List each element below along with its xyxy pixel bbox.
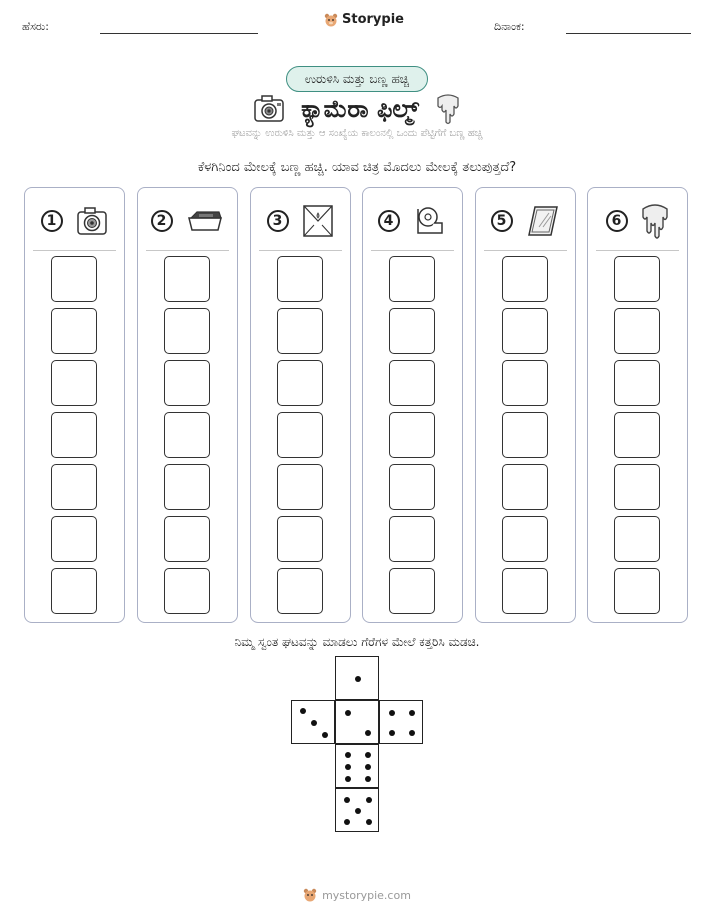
column-header xyxy=(476,200,575,242)
color-cell[interactable] xyxy=(502,256,548,302)
footer xyxy=(0,888,714,902)
dripping-chemical-icon xyxy=(640,201,670,241)
color-cell[interactable] xyxy=(502,516,548,562)
camera-icon xyxy=(253,94,285,124)
die-face xyxy=(291,700,335,744)
die-pip xyxy=(366,819,372,825)
cell-stack xyxy=(389,256,435,620)
color-cell[interactable] xyxy=(389,256,435,302)
column-3 xyxy=(250,187,351,623)
color-cell[interactable] xyxy=(389,516,435,562)
die-pip xyxy=(409,710,415,716)
column-2 xyxy=(137,187,238,623)
color-cell[interactable] xyxy=(502,568,548,614)
color-cell[interactable] xyxy=(614,464,660,510)
die-pip xyxy=(300,708,306,714)
column-header xyxy=(25,200,124,242)
color-cell[interactable] xyxy=(164,256,210,302)
column-header xyxy=(363,200,462,242)
film-roll-icon xyxy=(412,203,448,239)
column-number: 3 xyxy=(267,210,289,232)
die-pip xyxy=(389,730,395,736)
column-header xyxy=(588,200,687,242)
page-title: ಕ್ಯಾಮೆರಾ ಫಿಲ್ಮ್ xyxy=(301,95,419,123)
die-face xyxy=(335,744,379,788)
color-cell[interactable] xyxy=(164,360,210,406)
color-cell[interactable] xyxy=(277,568,323,614)
column-number: 2 xyxy=(151,210,173,232)
die-pip xyxy=(389,710,395,716)
column-number: 5 xyxy=(491,210,513,232)
die-face xyxy=(379,700,423,744)
die-pip xyxy=(409,730,415,736)
die-pip xyxy=(345,764,351,770)
color-cell[interactable] xyxy=(277,464,323,510)
die-pip xyxy=(365,764,371,770)
column-divider xyxy=(596,250,679,251)
color-cell[interactable] xyxy=(389,412,435,458)
column-divider xyxy=(33,250,116,251)
column-header xyxy=(251,200,350,242)
column-6 xyxy=(587,187,688,623)
footer-url: mystorypie.com xyxy=(322,888,411,902)
date-field[interactable] xyxy=(566,33,691,34)
color-cell[interactable] xyxy=(164,516,210,562)
die-face xyxy=(335,700,379,744)
brand-logo xyxy=(324,12,404,27)
die-pip xyxy=(365,730,371,736)
color-cell[interactable] xyxy=(277,308,323,354)
color-cell[interactable] xyxy=(51,360,97,406)
color-cell[interactable] xyxy=(502,308,548,354)
color-cell[interactable] xyxy=(164,464,210,510)
die-pip xyxy=(345,776,351,782)
color-cell[interactable] xyxy=(277,412,323,458)
color-cell[interactable] xyxy=(51,412,97,458)
color-cell[interactable] xyxy=(51,464,97,510)
glass-slide-icon xyxy=(525,203,561,239)
die-pip xyxy=(365,752,371,758)
color-cell[interactable] xyxy=(614,412,660,458)
color-cell[interactable] xyxy=(502,412,548,458)
color-cell[interactable] xyxy=(389,308,435,354)
film-envelope-icon xyxy=(301,203,335,239)
color-cell[interactable] xyxy=(51,568,97,614)
cell-stack xyxy=(277,256,323,620)
date-label: ದಿನಾಂಕ: xyxy=(494,20,525,33)
column-4 xyxy=(362,187,463,623)
color-cell[interactable] xyxy=(614,360,660,406)
bear-icon xyxy=(324,13,338,27)
die-pip xyxy=(344,819,350,825)
color-cell[interactable] xyxy=(614,256,660,302)
color-cell[interactable] xyxy=(502,360,548,406)
developing-tray-icon xyxy=(185,206,225,236)
die-pip xyxy=(344,797,350,803)
name-label: ಹೆಸರು: xyxy=(22,20,49,33)
color-cell[interactable] xyxy=(502,464,548,510)
color-cell[interactable] xyxy=(614,568,660,614)
column-divider xyxy=(484,250,567,251)
column-header xyxy=(138,200,237,242)
column-number: 6 xyxy=(606,210,628,232)
color-cell[interactable] xyxy=(389,360,435,406)
color-cell[interactable] xyxy=(614,516,660,562)
die-pip xyxy=(355,676,361,682)
bear-icon xyxy=(303,888,317,902)
die-pip xyxy=(311,720,317,726)
column-number: 1 xyxy=(41,210,63,232)
color-cell[interactable] xyxy=(51,256,97,302)
color-cell[interactable] xyxy=(277,256,323,302)
column-1 xyxy=(24,187,125,623)
cell-stack xyxy=(51,256,97,620)
color-cell[interactable] xyxy=(164,412,210,458)
die-face xyxy=(335,656,379,700)
color-cell[interactable] xyxy=(277,516,323,562)
column-divider xyxy=(371,250,454,251)
die-pip xyxy=(345,752,351,758)
dripping-chemical-icon xyxy=(435,92,461,126)
die-face xyxy=(335,788,379,832)
page-subtitle: ಘಟವನ್ನು ಉರುಳಿಸಿ ಮತ್ತು ಆ ಸಂಖ್ಯೆಯ ಕಾಲಂನಲ್ಲಿ ಒಂದು ಪೆಟ್ಟಿಗೆಗೆ ಬಣ್ಣ ಹಚ್ಚಿ xyxy=(231,128,483,139)
color-cell[interactable] xyxy=(614,308,660,354)
cell-stack xyxy=(502,256,548,620)
column-divider xyxy=(259,250,342,251)
die-pip xyxy=(366,797,372,803)
color-cell[interactable] xyxy=(389,568,435,614)
color-cell[interactable] xyxy=(51,516,97,562)
activity-pill: ಉರುಳಿಸಿ ಮತ್ತು ಬಣ್ಣ ಹಚ್ಚಿ xyxy=(286,66,428,92)
color-cell[interactable] xyxy=(389,464,435,510)
color-cell[interactable] xyxy=(164,308,210,354)
die-pip xyxy=(322,732,328,738)
title-row xyxy=(0,92,714,126)
name-field[interactable] xyxy=(100,33,258,34)
question-text: ಕೆಳಗಿನಿಂದ ಮೇಲಕ್ಕೆ ಬಣ್ಣ ಹಚ್ಚಿ. ಯಾವ ಚಿತ್ರ ಮೊದಲು ಮೇಲಕ್ಕೆ ತಲುಪುತ್ತದೆ? xyxy=(197,160,517,175)
cell-stack xyxy=(614,256,660,620)
die-pip xyxy=(365,776,371,782)
column-5 xyxy=(475,187,576,623)
die-pip xyxy=(345,710,351,716)
brand-name: Storypie xyxy=(342,12,404,27)
column-divider xyxy=(146,250,229,251)
die-instruction: ನಿಮ್ಮ ಸ್ವಂತ ಘಟವನ್ನು ಮಾಡಲು ಗೆರೆಗಳ ಮೇಲೆ ಕತ್ತರಿಸಿ ಮಡಚಿ. xyxy=(234,635,480,649)
column-number: 4 xyxy=(378,210,400,232)
cell-stack xyxy=(164,256,210,620)
die-pip xyxy=(355,808,361,814)
color-cell[interactable] xyxy=(51,308,97,354)
color-cell[interactable] xyxy=(164,568,210,614)
camera-icon xyxy=(75,204,109,238)
color-cell[interactable] xyxy=(277,360,323,406)
